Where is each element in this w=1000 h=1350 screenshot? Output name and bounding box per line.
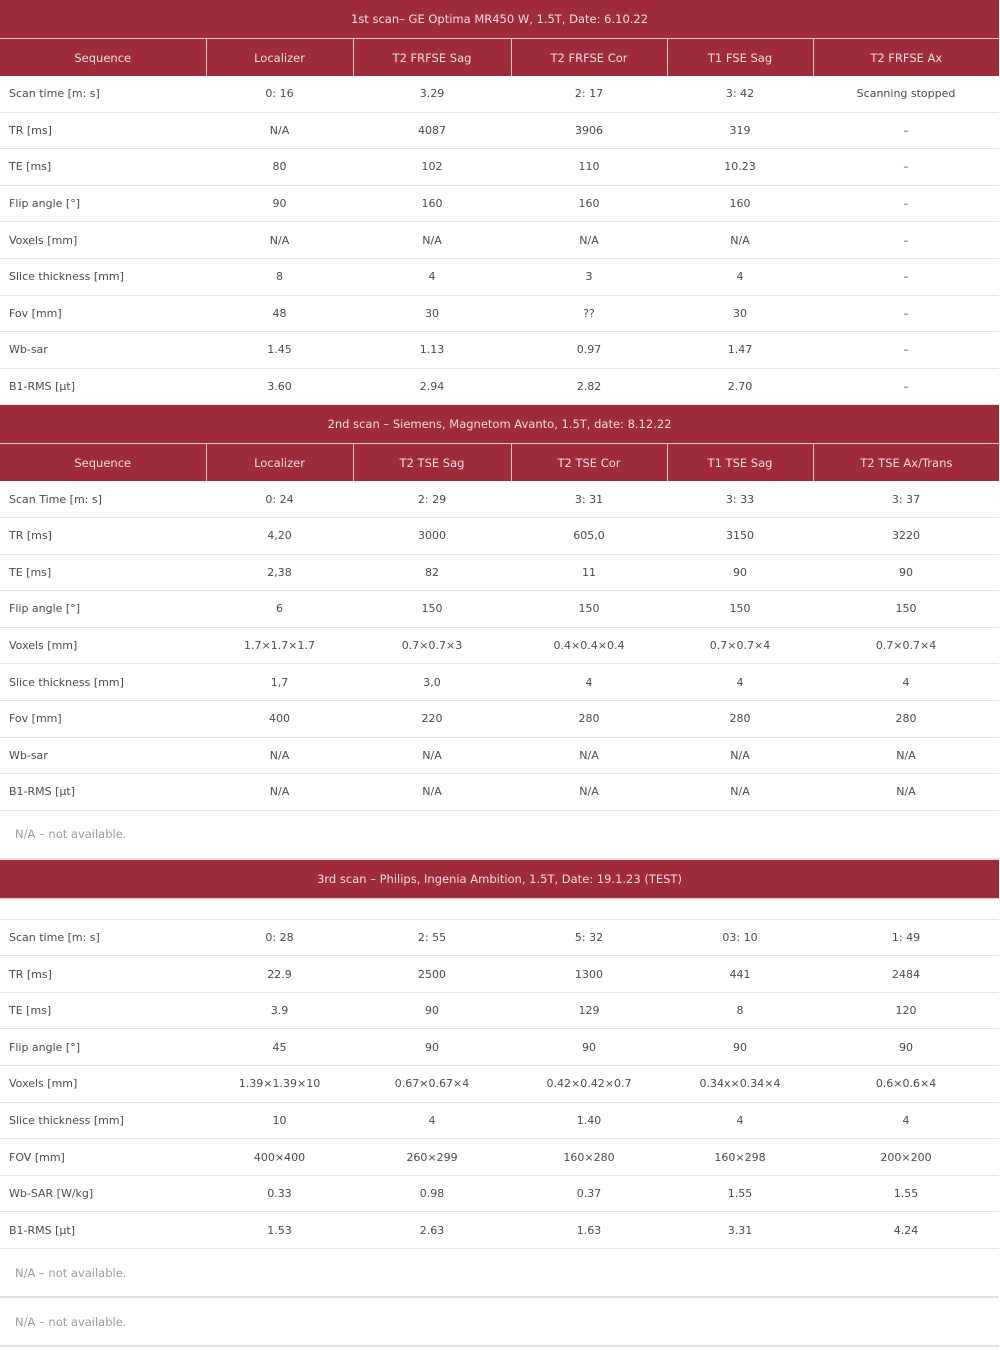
row-label: Flip angle [°] [0, 591, 206, 628]
table-cell: 1.55 [813, 1175, 999, 1212]
table-cell: 10 [206, 1102, 353, 1139]
table-cell: 3.9 [206, 992, 353, 1029]
table-cell: 0.42×0.42×0.7 [511, 1066, 667, 1103]
table-cell: 6 [206, 591, 353, 628]
row-label: Slice thickness [mm] [0, 1102, 206, 1139]
table-cell: 0.34x×0.34×4 [667, 1066, 813, 1103]
table-cell: – [813, 332, 999, 369]
table-cell: 1.7×1.7×1.7 [206, 627, 353, 664]
table-cell: 0.67×0.67×4 [353, 1066, 511, 1103]
table-row [0, 992, 999, 1029]
table-cell: 2,38 [206, 554, 353, 591]
row-label: B1-RMS [μt] [0, 368, 206, 405]
table-cell: 8 [206, 258, 353, 295]
table-cell: – [813, 112, 999, 149]
table-cell: 90 [353, 1029, 511, 1066]
row-label: TR [ms] [0, 956, 206, 993]
table-cell: N/A [353, 222, 511, 259]
scan-title: 2nd scan – Siemens, Magnetom Avanto, 1.5T, date: 8.12.22 [0, 405, 999, 444]
table-cell: 150 [813, 591, 999, 628]
table-row [0, 295, 999, 332]
table-cell: 280 [813, 700, 999, 737]
table-cell: 3: 42 [667, 76, 813, 112]
table-cell: 0.7×0.7×4 [813, 627, 999, 664]
row-label: TR [ms] [0, 112, 206, 149]
table-cell: 4087 [353, 112, 511, 149]
column-header: Sequence [0, 39, 206, 77]
column-header: Sequence [0, 444, 206, 482]
table-row [0, 517, 999, 554]
column-header: Localizer [206, 39, 353, 77]
table-cell: 0.97 [511, 332, 667, 369]
column-header-row [0, 39, 999, 77]
table-cell: 90 [667, 1029, 813, 1066]
table-cell: 90 [353, 992, 511, 1029]
table-cell: 3220 [813, 517, 999, 554]
table-cell: 1: 49 [813, 919, 999, 956]
table-cell: ?? [511, 295, 667, 332]
table-cell: – [813, 185, 999, 222]
table-cell: N/A [206, 737, 353, 774]
table-cell: 10.23 [667, 149, 813, 186]
table-cell: 90 [813, 554, 999, 591]
table-cell: 260×299 [353, 1139, 511, 1176]
table-row [0, 1175, 999, 1212]
column-header: T2 TSE Ax/Trans [813, 444, 999, 482]
table-cell: 4 [667, 664, 813, 701]
table-cell: 0.7×0.7×3 [353, 627, 511, 664]
table-cell: 400×400 [206, 1139, 353, 1176]
table-cell: 4 [667, 258, 813, 295]
table-cell: 90 [667, 554, 813, 591]
table-cell: N/A [667, 222, 813, 259]
table-cell: 90 [206, 185, 353, 222]
table-cell: 90 [511, 1029, 667, 1066]
empty-header-row [0, 898, 999, 919]
table-cell: 3000 [353, 517, 511, 554]
table-row [0, 149, 999, 186]
column-header: Localizer [206, 444, 353, 482]
table-cell: 3,0 [353, 664, 511, 701]
table-cell: 0.7×0.7×4 [667, 627, 813, 664]
table-cell: 3: 37 [813, 481, 999, 517]
row-label: Wb-SAR [W/kg] [0, 1175, 206, 1212]
row-label: Wb-sar [0, 332, 206, 369]
column-header: T1 FSE Sag [667, 39, 813, 77]
table-cell: 4.24 [813, 1212, 999, 1249]
table-footnote-row [0, 1249, 999, 1298]
table-row [0, 185, 999, 222]
table-cell: 129 [511, 992, 667, 1029]
table-cell: 150 [511, 591, 667, 628]
row-label: Flip angle [°] [0, 185, 206, 222]
table-cell: 48 [206, 295, 353, 332]
table-cell: N/A [511, 774, 667, 811]
row-label: Voxels [mm] [0, 222, 206, 259]
column-header-row [0, 444, 999, 482]
column-header: T2 FRFSE Cor [511, 39, 667, 77]
table-cell: 160 [667, 185, 813, 222]
scan-title-row [0, 859, 999, 899]
table-cell: 3.29 [353, 76, 511, 112]
table-footnote: N/A – not available. [0, 1249, 999, 1298]
row-label: Slice thickness [mm] [0, 664, 206, 701]
table-cell: 22.9 [206, 956, 353, 993]
table-row [0, 627, 999, 664]
row-label: B1-RMS [μt] [0, 1212, 206, 1249]
table-row [0, 332, 999, 369]
row-label: Scan time [m: s] [0, 76, 206, 112]
table-cell: 110 [511, 149, 667, 186]
table-cell: 45 [206, 1029, 353, 1066]
table-cell: 0: 16 [206, 76, 353, 112]
table-cell: 3: 33 [667, 481, 813, 517]
row-label: Scan time [m: s] [0, 919, 206, 956]
row-label: Voxels [mm] [0, 627, 206, 664]
table-cell: 1.13 [353, 332, 511, 369]
table-cell: 4 [353, 1102, 511, 1139]
table-cell: 160×280 [511, 1139, 667, 1176]
table-cell: 90 [813, 1029, 999, 1066]
table-cell: 400 [206, 700, 353, 737]
table-cell: N/A [206, 774, 353, 811]
table-cell: 30 [667, 295, 813, 332]
table-cell: 3150 [667, 517, 813, 554]
table-row [0, 481, 999, 517]
row-label: Fov [mm] [0, 295, 206, 332]
empty-cell [0, 898, 999, 919]
table-cell: 3.60 [206, 368, 353, 405]
table-cell: 160 [353, 185, 511, 222]
table-cell: – [813, 368, 999, 405]
table-cell: N/A [206, 112, 353, 149]
scan-title: 3rd scan – Philips, Ingenia Ambition, 1.5T, Date: 19.1.23 (TEST) [0, 859, 999, 899]
table-cell: 102 [353, 149, 511, 186]
row-label: Wb-sar [0, 737, 206, 774]
table-cell: – [813, 222, 999, 259]
table-row [0, 1066, 999, 1103]
column-header: T1 TSE Sag [667, 444, 813, 482]
table-cell: – [813, 149, 999, 186]
table-cell: 0.98 [353, 1175, 511, 1212]
table-row [0, 737, 999, 774]
table-cell: N/A [206, 222, 353, 259]
table-cell: N/A [667, 737, 813, 774]
table-cell: 441 [667, 956, 813, 993]
table-cell: 1.45 [206, 332, 353, 369]
table-row [0, 112, 999, 149]
table-cell: 2.70 [667, 368, 813, 405]
table-cell: 0: 28 [206, 919, 353, 956]
table-row [0, 1029, 999, 1066]
table-cell: 150 [667, 591, 813, 628]
table-cell: 1.47 [667, 332, 813, 369]
table-cell: N/A [813, 737, 999, 774]
table-cell: 0.37 [511, 1175, 667, 1212]
table-row [0, 1102, 999, 1139]
table-cell: 2: 17 [511, 76, 667, 112]
table-cell: 160×298 [667, 1139, 813, 1176]
table-cell: 319 [667, 112, 813, 149]
table-cell: 82 [353, 554, 511, 591]
table-row [0, 919, 999, 956]
column-header: T2 TSE Sag [353, 444, 511, 482]
table-cell: 80 [206, 149, 353, 186]
table-cell: 2.94 [353, 368, 511, 405]
table-cell: 0.4×0.4×0.4 [511, 627, 667, 664]
table-cell: 2: 29 [353, 481, 511, 517]
table-row [0, 774, 999, 811]
table-cell: 11 [511, 554, 667, 591]
table-cell: 120 [813, 992, 999, 1029]
table-cell: 1.53 [206, 1212, 353, 1249]
table-cell: 4 [813, 664, 999, 701]
table-cell: 3: 31 [511, 481, 667, 517]
table-row [0, 664, 999, 701]
table-cell: 150 [353, 591, 511, 628]
table-cell: 2500 [353, 956, 511, 993]
table-row [0, 554, 999, 591]
table-row [0, 258, 999, 295]
column-header: T2 TSE Cor [511, 444, 667, 482]
table-cell: 5: 32 [511, 919, 667, 956]
table-cell: 1.63 [511, 1212, 667, 1249]
table-cell: 3906 [511, 112, 667, 149]
table-row [0, 591, 999, 628]
table-cell: 1.39×1.39×10 [206, 1066, 353, 1103]
table-cell: 1,7 [206, 664, 353, 701]
table-row [0, 222, 999, 259]
table-cell: 605,0 [511, 517, 667, 554]
column-header: T2 FRFSE Ax [813, 39, 999, 77]
row-label: Flip angle [°] [0, 1029, 206, 1066]
table-cell: N/A [353, 737, 511, 774]
row-label: Scan Time [m: s] [0, 481, 206, 517]
row-label: TE [ms] [0, 149, 206, 186]
table-row [0, 1212, 999, 1249]
table-row [0, 956, 999, 993]
row-label: FOV [mm] [0, 1139, 206, 1176]
table-cell: 1.55 [667, 1175, 813, 1212]
table-cell: 280 [667, 700, 813, 737]
table-cell: 0.6×0.6×4 [813, 1066, 999, 1103]
table-cell: 0: 24 [206, 481, 353, 517]
column-header: T2 FRFSE Sag [353, 39, 511, 77]
table-cell: 3 [511, 258, 667, 295]
table-cell: 3.31 [667, 1212, 813, 1249]
row-label: Slice thickness [mm] [0, 258, 206, 295]
table-cell: 2484 [813, 956, 999, 993]
row-label: Voxels [mm] [0, 1066, 206, 1103]
table-cell: – [813, 258, 999, 295]
table-cell: 160 [511, 185, 667, 222]
table-cell: 03: 10 [667, 919, 813, 956]
table-row [0, 700, 999, 737]
table-cell: Scanning stopped [813, 76, 999, 112]
row-label: B1-RMS [μt] [0, 774, 206, 811]
row-label: TE [ms] [0, 992, 206, 1029]
final-footnote-row [0, 1297, 999, 1346]
table-cell: N/A [813, 774, 999, 811]
table-cell: N/A [667, 774, 813, 811]
table-row [0, 1139, 999, 1176]
table-cell: – [813, 295, 999, 332]
table-cell: 280 [511, 700, 667, 737]
table-cell: 4 [511, 664, 667, 701]
table-row [0, 368, 999, 405]
table-footnote: N/A – not available. [0, 810, 999, 859]
table-footnote-row [0, 810, 999, 859]
scan-title-row [0, 0, 999, 39]
table-cell: 2.63 [353, 1212, 511, 1249]
table-cell: 2.82 [511, 368, 667, 405]
table-cell: 1.40 [511, 1102, 667, 1139]
row-label: Fov [mm] [0, 700, 206, 737]
scan-title: 1st scan– GE Optima MR450 W, 1.5T, Date: 6.10.22 [0, 0, 999, 39]
table-cell: N/A [353, 774, 511, 811]
table-cell: 2: 55 [353, 919, 511, 956]
table-cell: 0.33 [206, 1175, 353, 1212]
table-cell: 4 [353, 258, 511, 295]
row-label: TE [ms] [0, 554, 206, 591]
row-label: TR [ms] [0, 517, 206, 554]
scan-title-row [0, 405, 999, 444]
table-cell: 4 [813, 1102, 999, 1139]
table-cell: N/A [511, 222, 667, 259]
table-cell: 8 [667, 992, 813, 1029]
table-row [0, 76, 999, 112]
final-footnote: N/A – not available. [0, 1297, 999, 1346]
table-cell: 1300 [511, 956, 667, 993]
table-cell: 220 [353, 700, 511, 737]
table-cell: 200×200 [813, 1139, 999, 1176]
table-cell: 4,20 [206, 517, 353, 554]
table-cell: N/A [511, 737, 667, 774]
table-cell: 30 [353, 295, 511, 332]
table-cell: 4 [667, 1102, 813, 1139]
